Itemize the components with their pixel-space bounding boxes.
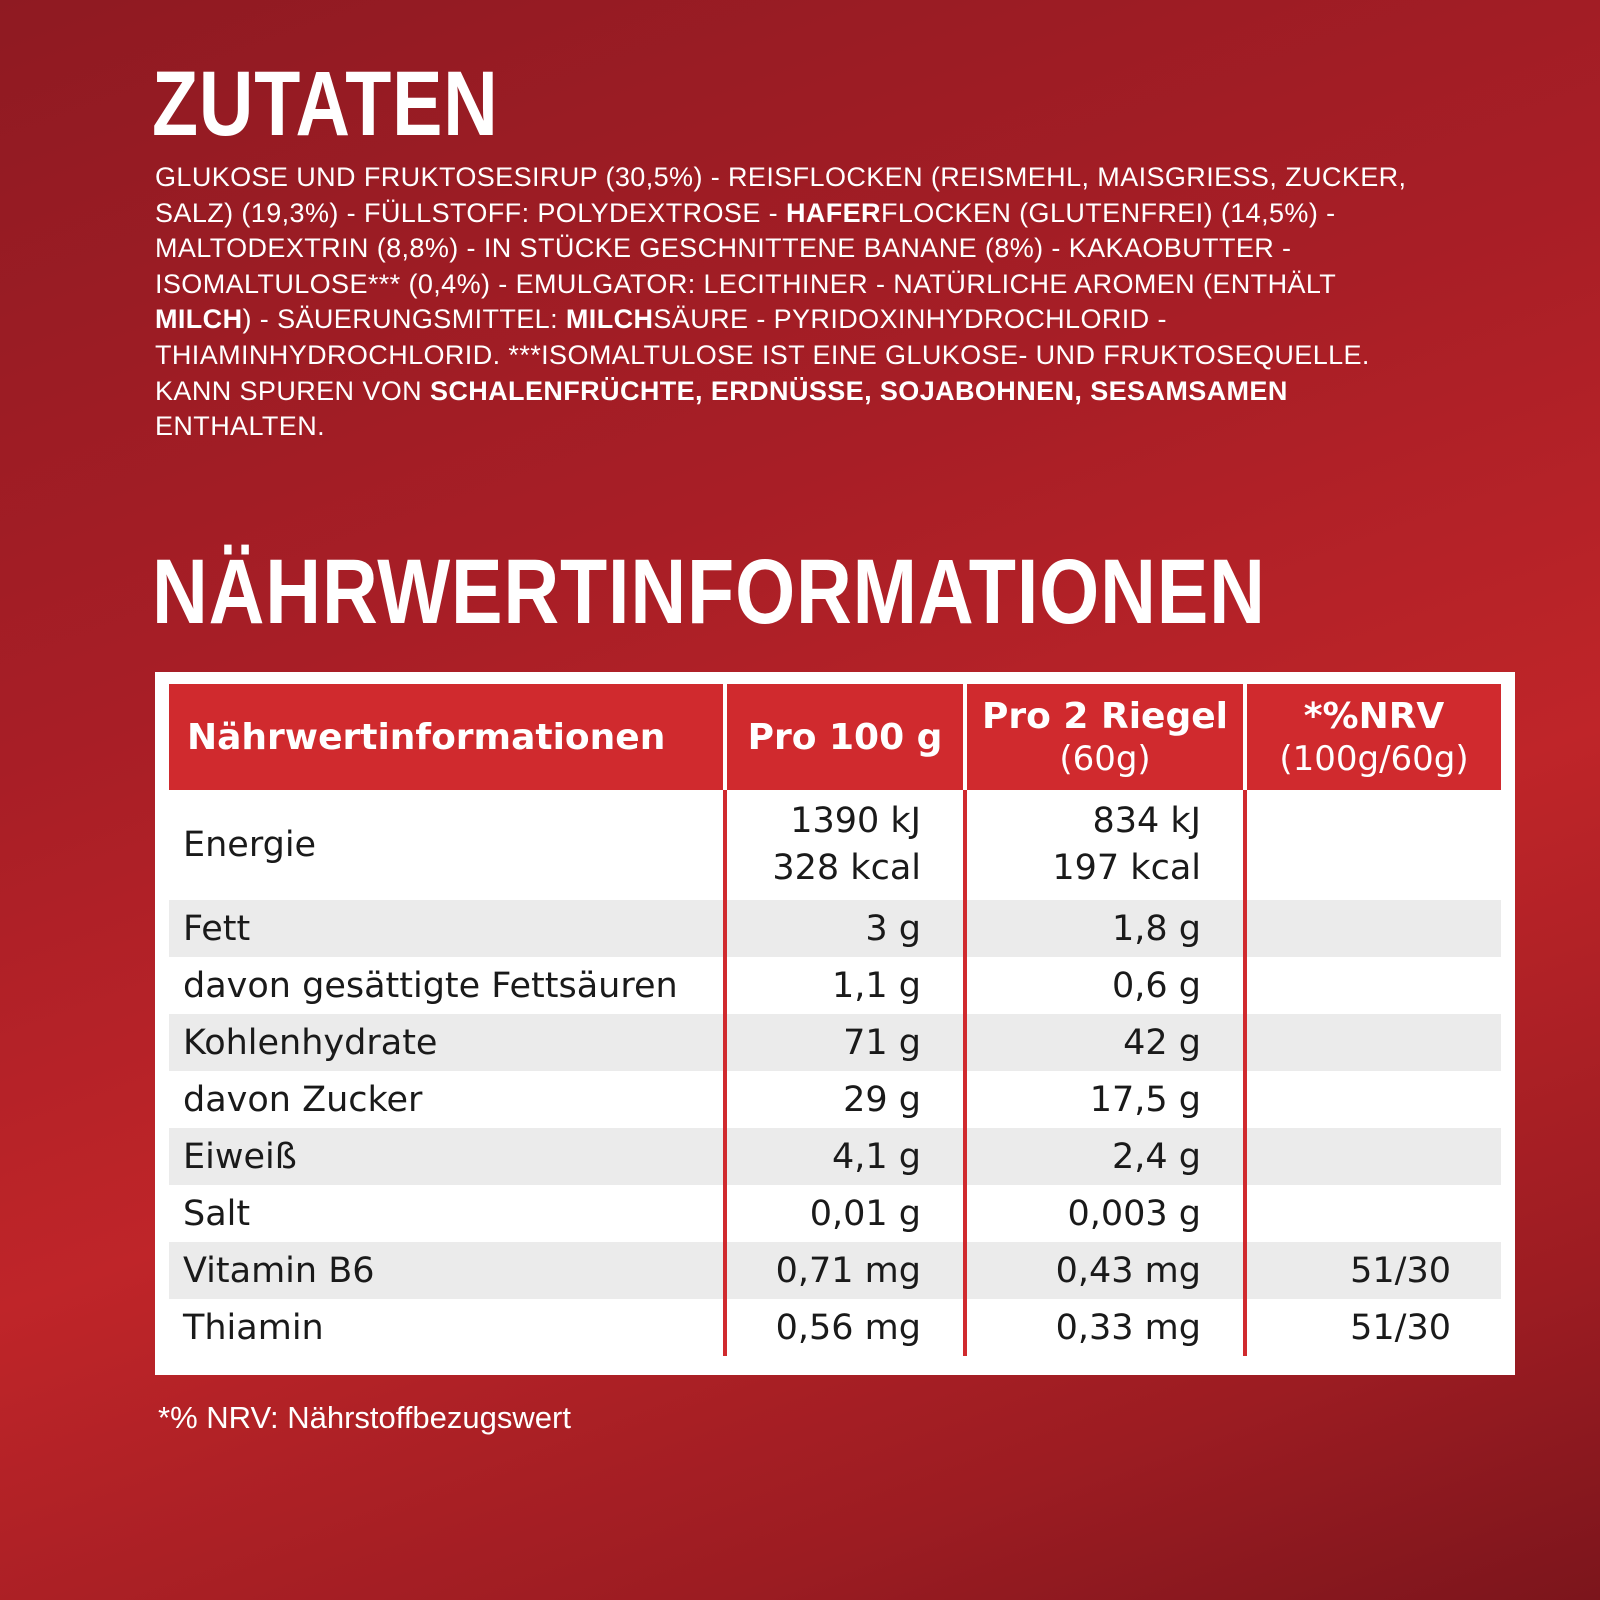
value-nrv <box>1245 790 1501 900</box>
value-nrv <box>1245 900 1501 957</box>
nutrition-table-panel <box>155 672 1515 1375</box>
ingredients-title: ZUTATEN <box>152 53 499 155</box>
nutrient-name: Kohlenhydrate <box>169 1014 725 1071</box>
header-nrv-sub: (100g/60g) <box>1279 738 1469 779</box>
value-per-2-bars: 42 g <box>965 1014 1245 1071</box>
value-nrv <box>1245 1128 1501 1185</box>
header-nrv-main: *%NRV <box>1303 695 1445 737</box>
value-per-2-bars: 17,5 g <box>965 1071 1245 1128</box>
nutrition-title: NÄHRWERTINFORMATIONEN <box>152 541 1266 643</box>
value-per-100g: 3 g <box>725 900 965 957</box>
value-per-2-bars: 0,003 g <box>965 1185 1245 1242</box>
value-nrv <box>1245 1185 1501 1242</box>
value-nrv <box>1245 957 1501 1014</box>
value-per-2-bars: 0,6 g <box>965 957 1245 1014</box>
table-row <box>169 957 1501 1014</box>
nutrient-name: Thiamin <box>183 1307 324 1348</box>
value-nrv: 51/30 <box>1245 1299 1501 1356</box>
value-per-100g: 0,71 mg <box>725 1242 965 1299</box>
table-row <box>169 1299 1501 1356</box>
nutrition-table <box>169 684 1501 1356</box>
value-kcal: 197 kcal <box>1052 848 1201 888</box>
value-kcal: 328 kcal <box>772 848 921 888</box>
nutrient-name: Salt <box>183 1193 251 1234</box>
value-nrv: 51/30 <box>1245 1242 1501 1299</box>
table-row <box>169 1185 1501 1242</box>
value-per-2-bars: 0,33 mg <box>965 1299 1245 1356</box>
header-per-2-bars <box>965 684 1245 790</box>
table-row <box>169 1128 1501 1185</box>
allergen-milch: MILCH <box>155 304 243 335</box>
value-per-100g: 29 g <box>725 1071 965 1128</box>
table-row <box>169 1242 1501 1299</box>
value-per-100g: 71 g <box>725 1014 965 1071</box>
header-nrv <box>1245 684 1501 790</box>
nutrient-name: davon gesättigte Fettsäuren <box>183 965 678 1006</box>
nutrient-name: Fett <box>169 900 725 957</box>
allergen-traces: SCHALENFRÜCHTE, ERDNÜSSE, SOJABOHNEN, SESAMSAMEN <box>429 375 1288 406</box>
header-per-2-bars-sub: (60g) <box>1059 738 1151 779</box>
ingredients-segment: SÄURE - PYRIDOXINHYDROCHLORID - THIAMINHYDROCHLORID. ***ISOMALTULOSE IST EINE GLUKOSE- UND FRUKTOSEQUELLE. KANN SPUREN VON <box>155 304 1370 406</box>
header-per-100g: Pro 100 g <box>725 684 965 790</box>
value-per-2-bars: 1,8 g <box>965 900 1245 957</box>
ingredients-segment: GLUKOSE UND FRUKTOSESIRUP (30,5%) - REISFLOCKEN (REISMEHL, MAISGRIESS, ZUCKER, SALZ) (19,3%) - FÜLLSTOFF: POLYDEXTROSE - <box>155 162 1407 228</box>
value-kj: 1390 kJ <box>790 801 921 841</box>
ingredients-text <box>155 160 1435 445</box>
value-per-2-bars: 0,43 mg <box>965 1242 1245 1299</box>
table-row <box>169 790 1501 900</box>
value-nrv <box>1245 1071 1501 1128</box>
allergen-hafer: HAFER <box>785 197 881 228</box>
table-row <box>169 1071 1501 1128</box>
ingredients-segment: ENTHALTEN. <box>155 411 326 442</box>
value-per-2-bars <box>965 790 1245 900</box>
value-nrv <box>1245 1014 1501 1071</box>
header-nutrient: Nährwertinformationen <box>169 684 725 790</box>
nrv-footnote: *% NRV: Nährstoffbezugswert <box>158 1400 571 1435</box>
allergen-milch: MILCH <box>565 304 654 335</box>
nutrient-name: Vitamin B6 <box>169 1242 725 1299</box>
value-per-100g: 4,1 g <box>725 1128 965 1185</box>
table-header-row <box>169 684 1501 790</box>
header-per-2-bars-main: Pro 2 Riegel <box>982 695 1228 737</box>
nutrient-name: davon Zucker <box>183 1079 423 1120</box>
table-row <box>169 900 1501 957</box>
value-per-100g <box>725 790 965 900</box>
value-per-100g: 0,01 g <box>725 1185 965 1242</box>
ingredients-segment: FLOCKEN (GLUTENFREI) (14,5%) - MALTODEXTRIN (8,8%) - IN STÜCKE GESCHNITTENE BANANE (8%) - KAKAOBUTTER - ISOMALTULOSE*** (0,4%) - EMULGATOR: LECITHINER - NATÜRLICHE AROMEN (ENTHÄLT <box>155 197 1336 299</box>
ingredients-segment: ) - SÄUERUNGSMITTEL: <box>242 304 566 335</box>
nutrient-name: Eiweiß <box>169 1128 725 1185</box>
value-per-100g: 0,56 mg <box>725 1299 965 1356</box>
value-kj: 834 kJ <box>1092 801 1201 841</box>
value-per-100g: 1,1 g <box>725 957 965 1014</box>
value-per-2-bars: 2,4 g <box>965 1128 1245 1185</box>
table-row <box>169 1014 1501 1071</box>
nutrient-name: Energie <box>183 825 317 865</box>
